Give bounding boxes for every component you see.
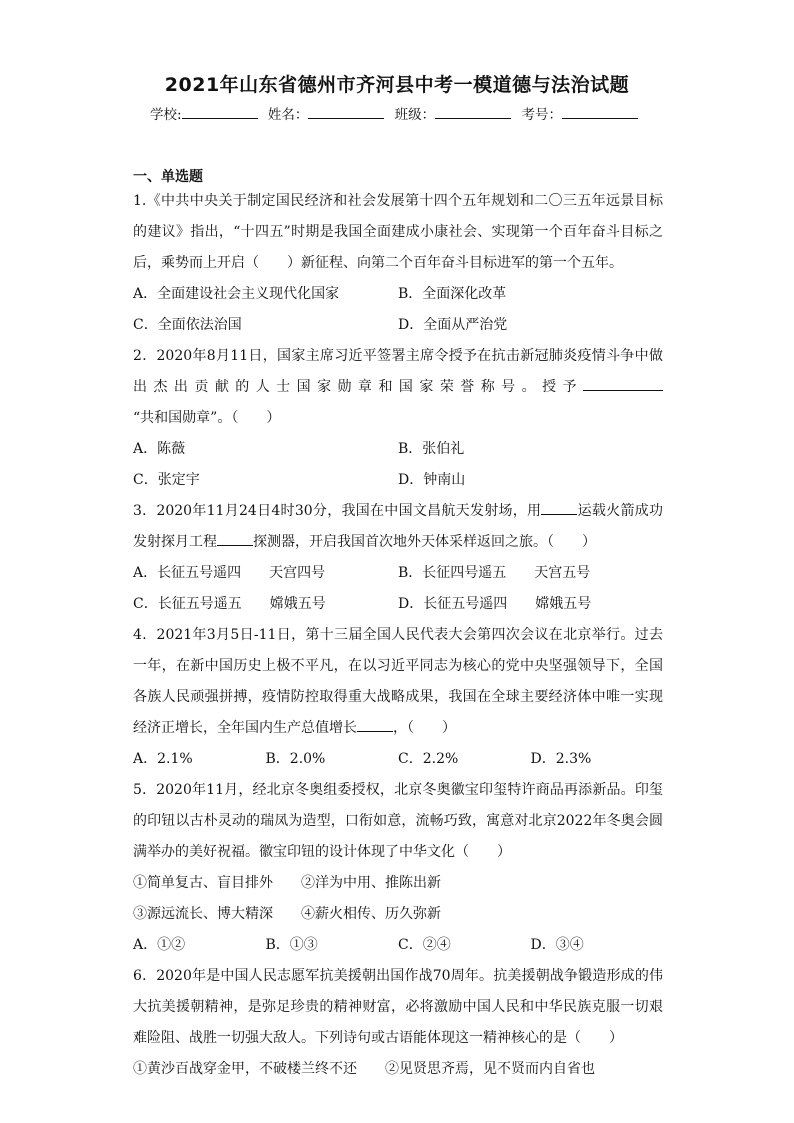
question-2-text-after: “共和国勋章”。（ ） xyxy=(133,410,281,426)
class-label: 班级： xyxy=(394,107,436,123)
exam-title: 2021年山东省德州市齐河县中考一模道德与法治试题 xyxy=(164,74,630,96)
option-d[interactable]: D．2.3% xyxy=(530,751,592,767)
option-a[interactable]: A．2.1% xyxy=(133,751,193,767)
exam-number-blank[interactable] xyxy=(562,106,638,119)
answer-blank xyxy=(541,500,577,515)
question-5-statement-1: ①简单复古、盲目排外 ②洋为中用、推陈出新 xyxy=(133,875,441,891)
option-b[interactable]: B．张伯礼 xyxy=(398,441,465,457)
option-a[interactable]: A．长征五号遥四 天宫四号 xyxy=(133,565,326,581)
question-1-options xyxy=(133,279,663,310)
option-d[interactable]: D．③④ xyxy=(530,937,584,953)
option-b[interactable]: B．全面深化改革 xyxy=(398,286,507,302)
question-4-text-after: ，（ ） xyxy=(393,720,456,736)
question-5-statement-2: ③源远流长、博大精深 ④薪火相传、历久弥新 xyxy=(133,906,441,922)
school-label: 学校: xyxy=(150,107,182,123)
exam-number-label: 考号： xyxy=(521,107,562,123)
question-5: 5．2020年11月，经北京冬奥组委授权，北京冬奥徽宝印玺特许商品再添新品。印玺的印钮以古朴灵动的瑞凤为造型，口衔如意，流畅巧致，寓意对北京2022年冬奥会圆满举办的美好祝福。徽宝印钮的设计体现了中华文化（ ） xyxy=(133,782,663,860)
question-2 xyxy=(133,341,663,434)
question-2-options-2 xyxy=(133,465,663,496)
question-4-text-before: 4．2021年3月5日-11日，第十三届全国人民代表大会第四次会议在北京举行。过去一年，在新中国历史上极不平凡，在以习近平同志为核心的党中央坚强领导下，全国各族人民顽强拼搏，疫情防控取得重大战略成果，我国在全球主要经济体中唯一实现经济正增长，全年国内生产总值增长 xyxy=(133,627,663,736)
question-5-options xyxy=(133,930,663,961)
option-c[interactable]: C．张定宇 xyxy=(133,472,200,488)
question-1-options-2 xyxy=(133,310,663,341)
student-info-line xyxy=(0,103,794,123)
name-label: 姓名： xyxy=(267,107,309,123)
questions-list xyxy=(133,186,663,1085)
section-title: 一、单选题 xyxy=(133,169,203,185)
question-2-options xyxy=(133,434,663,465)
option-d[interactable]: D．长征五号遥四 嫦娥五号 xyxy=(398,596,592,612)
question-4 xyxy=(133,620,663,744)
option-b[interactable]: B．2.0% xyxy=(265,751,326,767)
option-c[interactable]: C．2.2% xyxy=(398,751,459,767)
option-d[interactable]: D．全面从严治党 xyxy=(398,317,508,333)
option-b[interactable]: B．长征四号遥五 天宫五号 xyxy=(398,565,591,581)
option-a[interactable]: A．陈薇 xyxy=(133,441,186,457)
option-b[interactable]: B．①③ xyxy=(265,937,318,953)
question-6-statement-1: ①黄沙百战穿金甲，不破楼兰终不还 ②见贤思齐焉，见不贤而内自省也 xyxy=(133,1061,595,1077)
option-c[interactable]: C．②④ xyxy=(398,937,451,953)
question-1: 1.《中共中央关于制定国民经济和社会发展第十四个五年规划和二〇三五年远景目标的建议》指出，“十四五”时期是我国全面建成小康社会、实现第一个百年奋斗目标之后，乘势而上开启（ ）新征程、向第二个百年奋斗目标进军的第一个五年。 xyxy=(133,193,663,271)
school-blank[interactable] xyxy=(182,106,258,119)
option-c[interactable]: C．全面依法治国 xyxy=(133,317,242,333)
question-3-options xyxy=(133,558,663,589)
option-d[interactable]: D．钟南山 xyxy=(398,472,466,488)
name-blank[interactable] xyxy=(308,106,384,119)
question-3 xyxy=(133,496,663,558)
answer-blank xyxy=(217,531,253,546)
class-blank[interactable] xyxy=(435,106,511,119)
question-3-text-b: 运载火箭成功发射探月工程 xyxy=(133,503,663,550)
option-a[interactable]: A．全面建设社会主义现代化国家 xyxy=(133,286,340,302)
question-3-text-a: 3．2020年11月24日4时30分，我国在中国文昌航天发射场，用 xyxy=(133,503,542,519)
answer-blank xyxy=(583,376,663,391)
option-c[interactable]: C．长征五号遥五 嫦娥五号 xyxy=(133,596,326,612)
question-2-text-before: 2．2020年8月11日，国家主席习近平签署主席令授予在抗击新冠肺炎疫情斗争中做出杰出贡献的人士国家勋章和国家荣誉称号。授予 xyxy=(133,348,663,395)
question-3-text-c: 探测器，开启我国首次地外天体采样返回之旅。（ ） xyxy=(253,534,596,550)
answer-blank xyxy=(357,717,393,732)
option-a[interactable]: A．①② xyxy=(133,937,186,953)
question-6: 6．2020年是中国人民志愿军抗美援朝出国作战70周年。抗美援朝战争锻造形成的伟大抗美援朝精神，是弥足珍贵的精神财富，必将激励中国人民和中华民族克服一切艰难险阻、战胜一切强大敌人。下列诗句或古语能体现这一精神核心的是（ ） xyxy=(133,968,663,1046)
question-4-options xyxy=(133,744,663,775)
question-3-options-2 xyxy=(133,589,663,620)
